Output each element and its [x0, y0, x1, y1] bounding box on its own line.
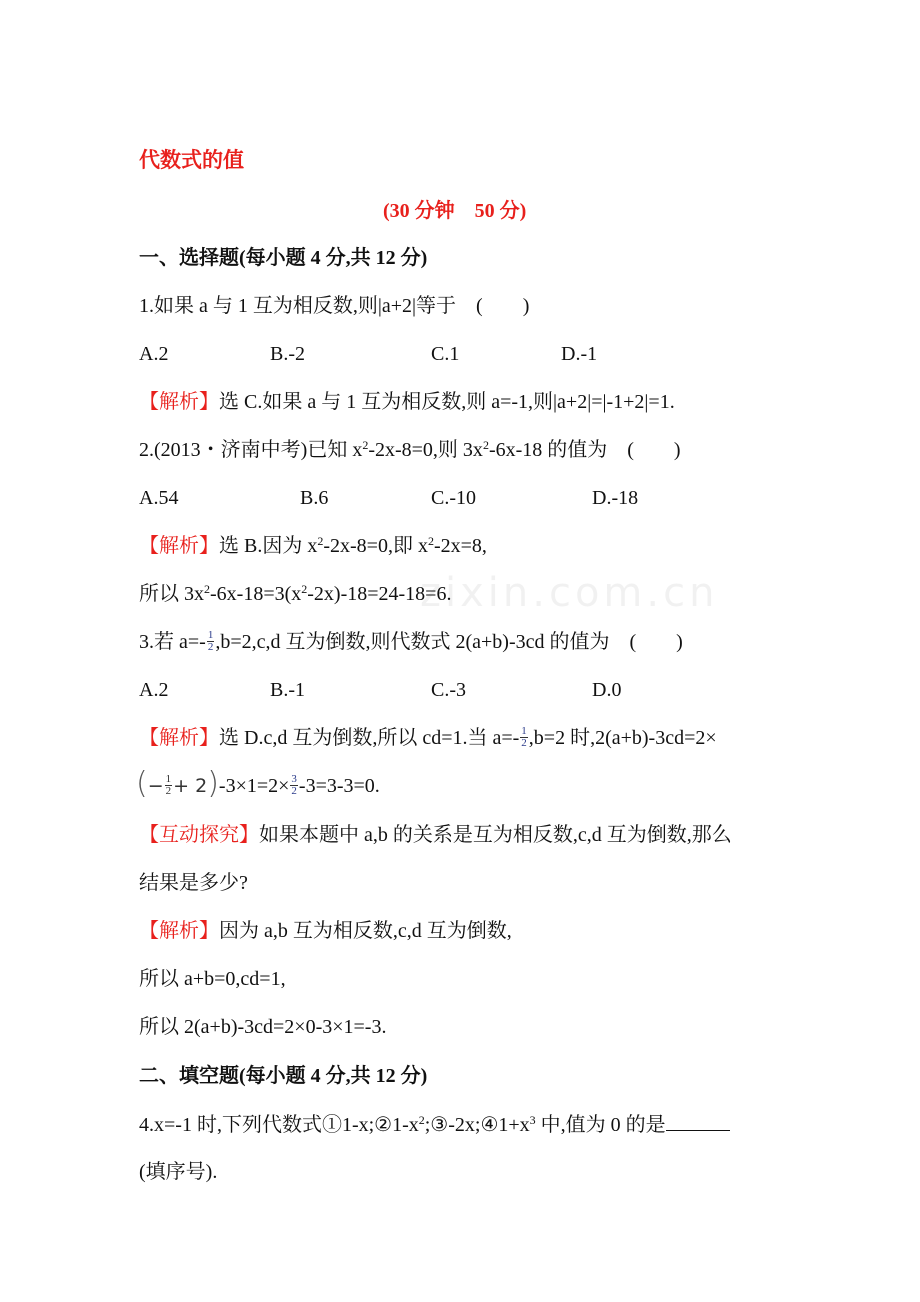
question-3-analysis-line2 [136, 766, 380, 802]
superscript: 3 [529, 1113, 536, 1127]
time-limit: (30 分钟 50 分) [383, 200, 527, 222]
fraction-one-half [207, 630, 215, 653]
analysis-tag: 【解析】 [139, 920, 219, 942]
question-4-stem [139, 1112, 730, 1137]
analysis-part: ,b=2 时,2(a+b)-3cd=2× [528, 727, 717, 749]
explore-text: 如果本题中 a,b 的关系是互为相反数,c,d 互为倒数,那么 [259, 824, 732, 846]
analysis-part: 选 B.因为 x [219, 535, 318, 557]
option-b: B.6 [300, 487, 329, 509]
superscript: 2 [301, 582, 308, 596]
denominator: 2 [207, 640, 214, 653]
question-1-analysis [139, 390, 675, 414]
stem-part: 4.x=-1 时,下列代数式①1-x;②1-x [139, 1114, 419, 1136]
option-a: A.2 [139, 343, 169, 365]
question-3-analysis [139, 726, 717, 751]
numerator: 3 [291, 772, 297, 785]
option-a: A.2 [139, 679, 169, 701]
superscript: 2 [204, 582, 210, 596]
analysis-part: -2x)-18=24-18=6. [307, 583, 452, 605]
analysis-part: -3=3-3=0. [298, 775, 380, 797]
fraction-one-half [165, 774, 173, 797]
stem-part: 中,值为 0 的是 [535, 1114, 666, 1136]
question-4-stem-line2: (填序号). [139, 1161, 218, 1183]
superscript: 2 [362, 438, 369, 452]
explore-question-line2: 结果是多少? [139, 872, 248, 894]
option-c: C.1 [431, 343, 460, 365]
numerator: 1 [521, 724, 527, 737]
answer-blank[interactable] [666, 1112, 730, 1131]
option-c: C.-3 [431, 679, 466, 701]
option-a: A.54 [139, 487, 179, 509]
option-d: D.-1 [561, 343, 598, 365]
analysis-part: -6x-18=3(x [210, 583, 302, 605]
analysis-text: 选 C.如果 a 与 1 互为相反数,则 a=-1,则|a+2|=|-1+2|=1. [219, 391, 675, 413]
stem-part: -2x-8=0,则 3x [368, 439, 483, 461]
analysis-part: -3×1=2× [218, 775, 290, 797]
superscript: 2 [482, 438, 489, 452]
denominator: 2 [521, 736, 527, 749]
superscript: 2 [427, 534, 434, 548]
stem-part: 3.若 a=- [139, 631, 206, 653]
question-2-stem [139, 438, 681, 462]
analysis-tag: 【解析】 [139, 391, 219, 413]
stem-part: ,b=2,c,d 互为倒数,则代数式 2(a+b)-3cd 的值为 ( ) [215, 631, 683, 653]
watermark: zixin.com.cn [420, 570, 719, 616]
denominator: 2 [291, 784, 297, 797]
section-heading-choice: 一、选择题(每小题 4 分,共 12 分) [139, 247, 428, 269]
option-b: B.-1 [270, 679, 305, 701]
numerator: 1 [207, 628, 214, 641]
section-heading-fill: 二、填空题(每小题 4 分,共 12 分) [139, 1065, 428, 1087]
stem-part: 2.(2013・济南中考)已知 x [139, 439, 363, 461]
fraction-three-halves [290, 774, 298, 797]
explore-analysis [139, 919, 512, 943]
denominator: 2 [165, 784, 172, 797]
explore-analysis-line2: 所以 a+b=0,cd=1, [139, 968, 286, 990]
minus-sign: − [147, 775, 164, 797]
option-b: B.-2 [270, 343, 305, 365]
option-c: C.-10 [431, 487, 476, 509]
superscript: 2 [317, 534, 324, 548]
analysis-tag: 【解析】 [139, 727, 219, 749]
analysis-text: 因为 a,b 互为相反数,c,d 互为倒数, [219, 920, 512, 942]
analysis-part: -2x-8=0,即 x [323, 535, 428, 557]
explore-tag: 【互动探究】 [139, 824, 259, 846]
option-d: D.0 [592, 679, 622, 701]
analysis-part: 所以 3x [139, 583, 204, 605]
plus-two: + 2 [173, 775, 208, 797]
question-2-analysis-line2 [139, 582, 451, 606]
question-3-stem [139, 630, 683, 655]
analysis-part: 选 D.c,d 互为倒数,所以 cd=1.当 a=- [219, 727, 520, 749]
analysis-tag: 【解析】 [139, 535, 219, 557]
left-paren: ( [136, 766, 148, 802]
fraction-one-half [520, 726, 528, 749]
page-title: 代数式的值 [139, 148, 244, 172]
explore-analysis-line3: 所以 2(a+b)-3cd=2×0-3×1=-3. [139, 1016, 387, 1038]
superscript: 2 [418, 1113, 425, 1127]
question-1-stem: 1.如果 a 与 1 互为相反数,则|a+2|等于 ( ) [139, 295, 530, 317]
analysis-part: -2x=8, [433, 535, 487, 557]
explore-question [139, 823, 732, 847]
question-2-analysis [139, 534, 487, 558]
stem-part: ;③-2x;④1+x [424, 1114, 530, 1136]
numerator: 1 [165, 772, 172, 785]
right-paren: ) [207, 766, 219, 802]
option-d: D.-18 [592, 487, 639, 509]
stem-part: -6x-18 的值为 ( ) [488, 439, 681, 461]
